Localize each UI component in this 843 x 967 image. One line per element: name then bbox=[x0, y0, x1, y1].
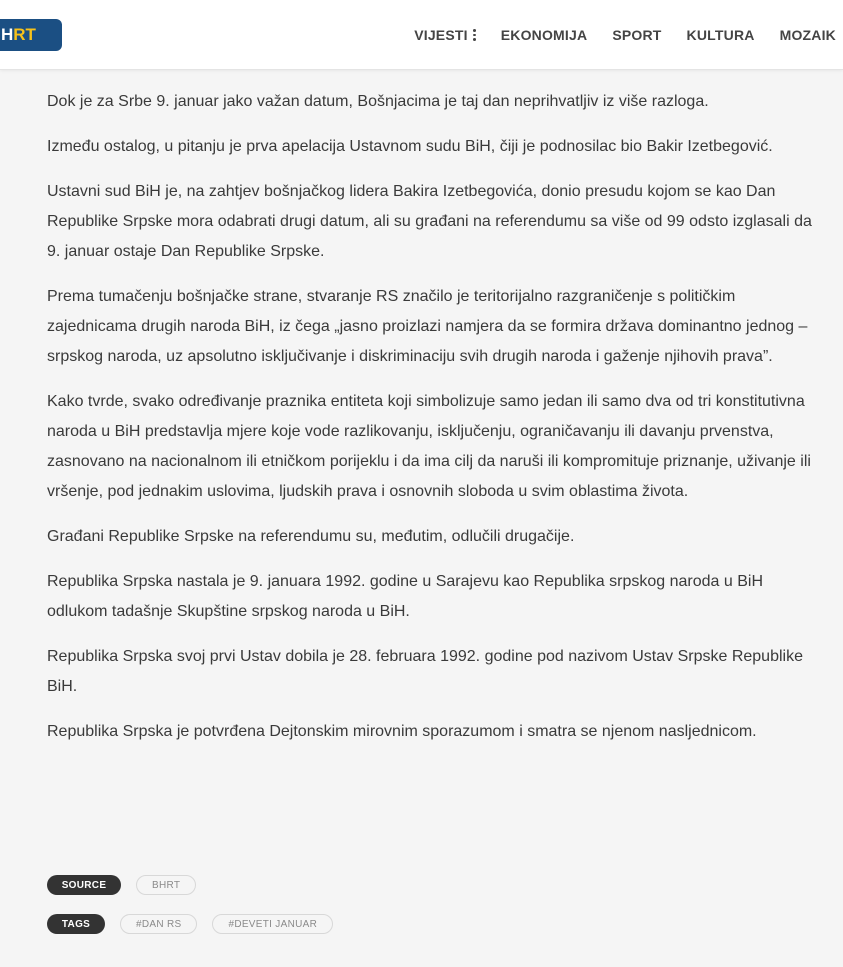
tag-chip[interactable]: #DAN RS bbox=[120, 914, 197, 934]
nav-item-label: VIJESTI bbox=[414, 27, 468, 43]
source-row bbox=[47, 875, 196, 895]
nav-item-ekonomija[interactable]: EKONOMIJA bbox=[500, 27, 588, 43]
article-paragraph: Građani Republike Srpske na referendumu su, međutim, odlučili drugačije. bbox=[47, 528, 575, 545]
logo-text: HRT bbox=[1, 25, 36, 44]
article-paragraph: Prema tumačenju bošnjačke strane, stvaranje RS značilo je teritorijalno razgraničenje s političkim zajednicama drugih naroda BiH, iz čega „jasno proizlazi namjera da se formira država dominantno jednog – srpskog naroda, uz apsolutno isključivanje i diskriminaciju svih drugih naroda i gaženje njihovih prava”. bbox=[47, 288, 808, 365]
article-paragraph: Republika Srpska nastala je 9. januara 1992. godine u Sarajevu kao Republika srpskog naroda u BiH odlukom tadašnje Skupštine srpskog naroda u BiH. bbox=[47, 573, 764, 620]
article-body bbox=[47, 87, 817, 762]
kebab-vertical-icon[interactable] bbox=[473, 28, 476, 42]
nav-item-vijesti[interactable] bbox=[414, 27, 476, 43]
tags-label: TAGS bbox=[47, 914, 105, 934]
nav-item-sport[interactable]: SPORT bbox=[612, 27, 662, 43]
nav-item-mozaik[interactable]: MOZAIK bbox=[779, 27, 836, 43]
article-paragraph: Između ostalog, u pitanju je prva apelacija Ustavnom sudu BiH, čiji je podnosilac bio Bakir Izetbegović. bbox=[47, 138, 773, 155]
tags-row bbox=[47, 914, 333, 934]
article-paragraph: Dok je za Srbe 9. januar jako važan datum, Bošnjacima je taj dan neprihvatljiv iz više razloga. bbox=[47, 93, 709, 110]
article-paragraph: Kako tvrde, svako određivanje praznika entiteta koji simbolizuje samo jedan ili samo dva od tri konstitutivna naroda u BiH predstavlja mjere koje vode razlikovanju, isključenju, ograničavanju ili davanju prvenstva, zasnovano na nacionalnom ili etničkom porijeklu i da ima cilj da naruši ili kompromituje priznanje, uživanje ili vršenje, pod jednakim uslovima, ljudskih prava i osnovnih sloboda u svim oblastima života. bbox=[47, 393, 811, 500]
site-header bbox=[0, 0, 843, 70]
article-paragraph: Republika Srpska svoj prvi Ustav dobila je 28. februara 1992. godine pod nazivom Ustav Srpske Republike BiH. bbox=[47, 648, 803, 695]
bhrt-logo[interactable] bbox=[0, 19, 62, 51]
tag-chip[interactable]: #DEVETI JANUAR bbox=[212, 914, 333, 934]
main-nav bbox=[414, 0, 836, 70]
source-chip[interactable]: BHRT bbox=[136, 875, 196, 895]
nav-item-kultura[interactable]: KULTURA bbox=[686, 27, 755, 43]
source-label: SOURCE bbox=[47, 875, 121, 895]
article-paragraph: Ustavni sud BiH je, na zahtjev bošnjačkog lidera Bakira Izetbegovića, donio presudu kojom se kao Dan Republike Srpske mora odabrati drugi datum, ali su građani na referendumu sa više od 99 odsto izglasali da 9. januar ostaje Dan Republike Srpske. bbox=[47, 183, 812, 260]
article-paragraph: Republika Srpska je potvrđena Dejtonskim mirovnim sporazumom i smatra se njenom nasljednicom. bbox=[47, 723, 757, 740]
